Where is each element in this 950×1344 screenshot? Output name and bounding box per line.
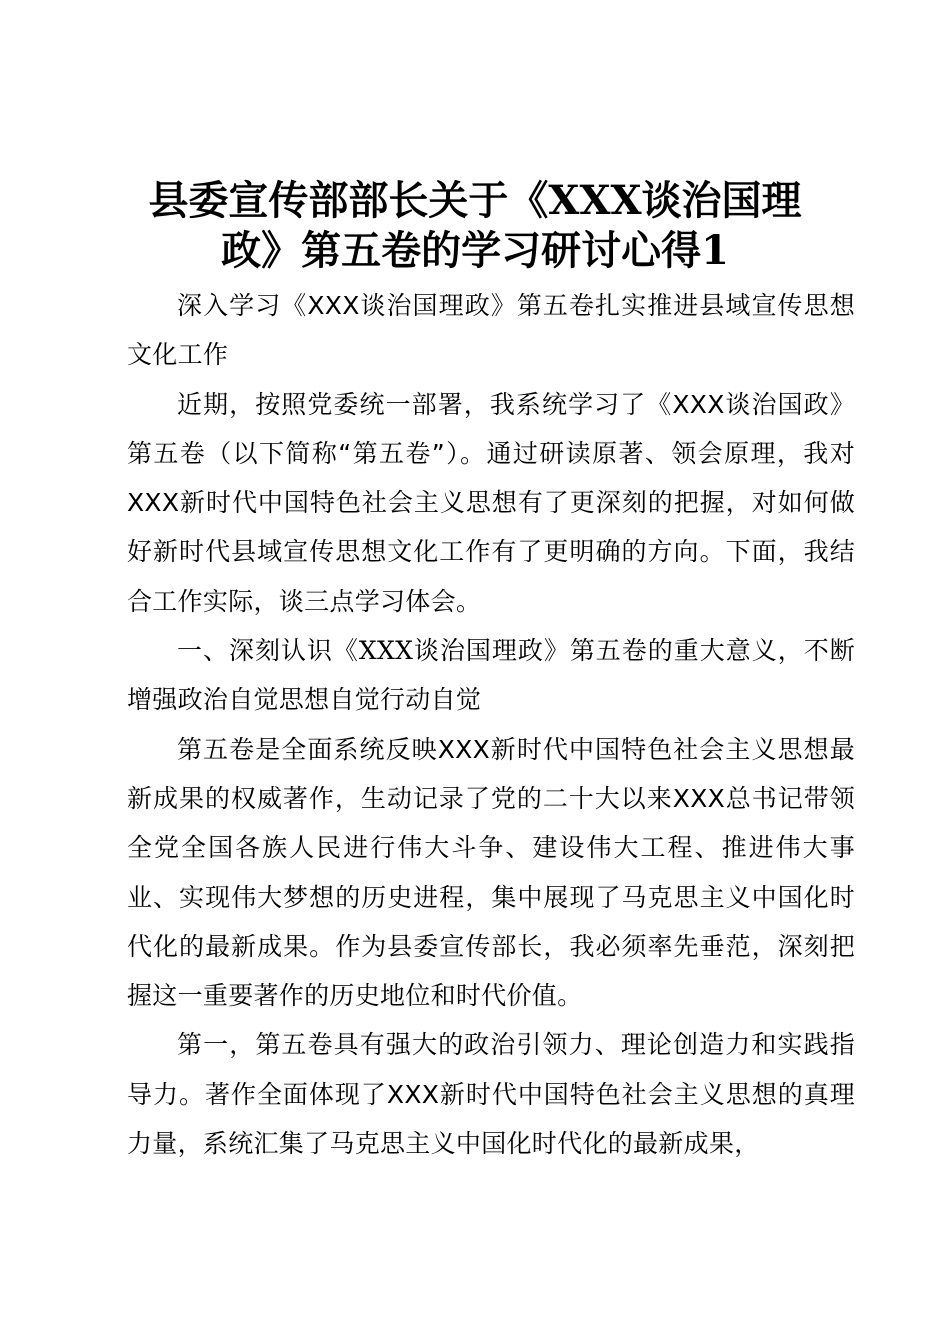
section-heading: 一、深刻认识《XXX谈治国理政》第五卷的重大意义，不断增强政治自觉思想自觉行动自觉 [127,636,855,715]
subtitle-paragraph: 深入学习《XXX谈治国理政》第五卷扎实推进县域宣传思想文化工作 [127,291,855,370]
title-line-2: 政》第五卷的学习研讨心得1 [221,227,729,274]
document-body [127,281,855,1168]
title-line-1: 县委宣传部部长关于《XXX谈治国理 [148,177,802,224]
body-paragraph: 第一，第五卷具有强大的政治引领力、理论创造力和实践指导力。著作全面体现了XXX新时代中国特色社会主义思想的真理力量，系统汇集了马克思主义中国化时代化的最新成果， [127,1030,855,1159]
body-paragraph: 第五卷是全面系统反映XXX新时代中国特色社会主义思想最新成果的权威著作，生动记录了党的二十大以来XXX总书记带领全党全国各族人民进行伟大斗争、建设伟大工程、推进伟大事业、实现伟大梦想的历史进程，集中展现了马克思主义中国化时代化的最新成果。作为县委宣传部长，我必须率先垂范，深刻把握这一重要著作的历史地位和时代价值。 [127,734,855,1011]
document-title [100,176,850,276]
body-paragraph: 近期，按照党委统一部署，我系统学习了《XXX谈治国政》第五卷（以下简称“第五卷”）。通过研读原著、领会原理，我对XXX新时代中国特色社会主义思想有了更深刻的把握，对如何做好新时代县域宣传思想文化工作有了更明确的方向。下面，我结合工作实际，谈三点学习体会。 [127,389,855,616]
